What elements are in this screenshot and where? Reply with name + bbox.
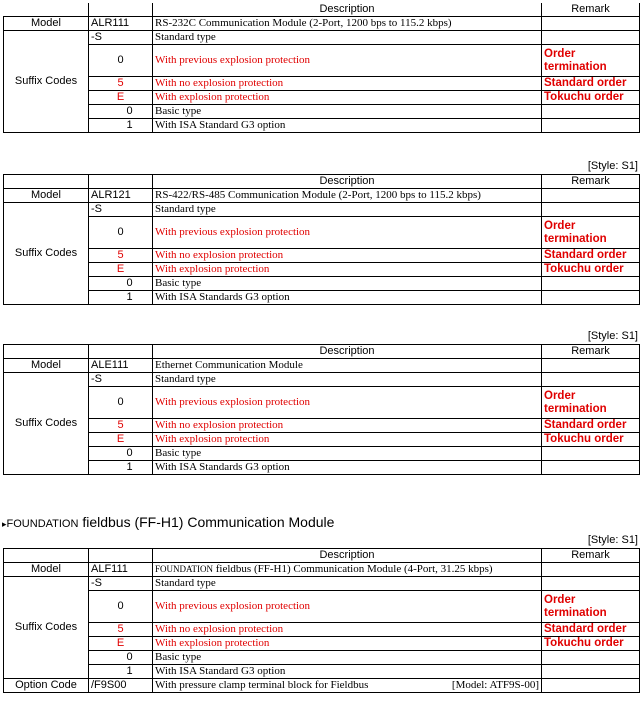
remark-standard-order: Standard order (542, 419, 640, 433)
model-description (153, 563, 542, 577)
suffix-description: With previous explosion protection (153, 217, 542, 249)
remark-order-termination: Order termination (542, 591, 640, 623)
remark-tokuchu-order: Tokuchu order (542, 433, 640, 447)
suffix-code: 0 (89, 591, 153, 623)
remark-standard-order: Standard order (542, 623, 640, 637)
model-label: Model (4, 189, 89, 203)
model-description: Ethernet Communication Module (153, 359, 542, 373)
option-description-text: With pressure clamp terminal block for Fieldbus (155, 679, 369, 691)
header-blank (89, 3, 153, 17)
suffix-codes-label: Suffix Codes (4, 31, 89, 133)
suffix-code: 5 (89, 249, 153, 263)
suffix-code: 0 (89, 651, 153, 665)
header-description: Description (153, 175, 542, 189)
bullet-arrow-icon: ▸ (2, 519, 7, 529)
remark-order-termination: Order termination (542, 45, 640, 77)
header-description: Description (153, 3, 542, 17)
remark-tokuchu-order: Tokuchu order (542, 637, 640, 651)
remark-cell (542, 577, 640, 591)
remark-cell (542, 373, 640, 387)
header-blank (89, 549, 153, 563)
option-description (153, 679, 542, 693)
foundation-smallcaps: FOUNDATION (6, 518, 79, 530)
header-blank (89, 175, 153, 189)
suffix-code: -S (89, 577, 153, 591)
remark-cell (542, 31, 640, 45)
model-code: ALF111 (89, 563, 153, 577)
suffix-codes-label: Suffix Codes (4, 373, 89, 475)
suffix-description: Standard type (153, 203, 542, 217)
model-code: ALE111 (89, 359, 153, 373)
suffix-description: With ISA Standard G3 option (153, 665, 542, 679)
model-code: ALR121 (89, 189, 153, 203)
suffix-description: Basic type (153, 277, 542, 291)
suffix-description: With no explosion protection (153, 249, 542, 263)
suffix-description: Standard type (153, 373, 542, 387)
suffix-code: E (89, 637, 153, 651)
remark-cell (542, 359, 640, 373)
suffix-code: 0 (89, 447, 153, 461)
suffix-code: 1 (89, 291, 153, 305)
model-code: ALR111 (89, 17, 153, 31)
remark-cell (542, 203, 640, 217)
style-tag: [Style: S1] (587, 534, 638, 546)
suffix-codes-label: Suffix Codes (4, 577, 89, 679)
remark-cell (542, 461, 640, 475)
header-blank (89, 345, 153, 359)
suffix-code: 1 (89, 461, 153, 475)
header-blank (4, 345, 89, 359)
remark-cell (542, 679, 640, 693)
model-description: RS-232C Communication Module (2-Port, 1200 bps to 115.2 kbps) (153, 17, 542, 31)
remark-tokuchu-order: Tokuchu order (542, 91, 640, 105)
suffix-code: 0 (89, 45, 153, 77)
model-label: Model (4, 17, 89, 31)
suffix-code: 1 (89, 119, 153, 133)
suffix-code: 5 (89, 77, 153, 91)
suffix-description: With explosion protection (153, 433, 542, 447)
header-remark: Remark (542, 549, 640, 563)
remark-cell (542, 563, 640, 577)
header-remark: Remark (542, 345, 640, 359)
suffix-description: With explosion protection (153, 263, 542, 277)
remark-cell (542, 119, 640, 133)
suffix-code: -S (89, 31, 153, 45)
remark-cell (542, 277, 640, 291)
suffix-description: Standard type (153, 577, 542, 591)
remark-cell (542, 447, 640, 461)
suffix-code: -S (89, 373, 153, 387)
suffix-code: E (89, 263, 153, 277)
suffix-description: With no explosion protection (153, 419, 542, 433)
style-tag: [Style: S1] (587, 160, 638, 172)
suffix-code: 1 (89, 665, 153, 679)
suffix-description: With explosion protection (153, 637, 542, 651)
suffix-code: -S (89, 203, 153, 217)
suffix-code: E (89, 433, 153, 447)
spec-table-alr111 (3, 3, 640, 133)
section-title-text: fieldbus (FF-H1) Communication Module (78, 514, 335, 530)
header-remark: Remark (542, 175, 640, 189)
suffix-code: 0 (89, 277, 153, 291)
header-remark: Remark (542, 3, 640, 17)
remark-cell (542, 105, 640, 119)
suffix-description: Basic type (153, 105, 542, 119)
model-description: RS-422/RS-485 Communication Module (2-Port, 1200 bps to 115.2 kbps) (153, 189, 542, 203)
remark-cell (542, 291, 640, 305)
header-description: Description (153, 345, 542, 359)
suffix-description: Basic type (153, 447, 542, 461)
spec-table-ale111 (3, 344, 640, 475)
model-label: Model (4, 359, 89, 373)
foundation-smallcaps: FOUNDATION (155, 564, 213, 574)
suffix-description: Basic type (153, 651, 542, 665)
suffix-description: With previous explosion protection (153, 591, 542, 623)
header-blank (4, 3, 89, 17)
option-code-label: Option Code (4, 679, 89, 693)
header-blank (4, 549, 89, 563)
option-model-note: [Model: ATF9S-00] (451, 679, 539, 691)
suffix-description: With ISA Standards G3 option (153, 461, 542, 475)
remark-order-termination: Order termination (542, 387, 640, 419)
suffix-description: Standard type (153, 31, 542, 45)
remark-cell (542, 665, 640, 679)
suffix-code: 0 (89, 387, 153, 419)
suffix-code: 5 (89, 419, 153, 433)
spec-table-alf111 (3, 548, 640, 693)
remark-cell (542, 17, 640, 31)
suffix-description: With ISA Standard G3 option (153, 119, 542, 133)
suffix-description: With ISA Standards G3 option (153, 291, 542, 305)
remark-order-termination: Order termination (542, 217, 640, 249)
suffix-description: With explosion protection (153, 91, 542, 105)
suffix-codes-label: Suffix Codes (4, 203, 89, 305)
suffix-code: 0 (89, 105, 153, 119)
model-description-text: fieldbus (FF-H1) Communication Module (4-Port, 31.25 kbps) (213, 563, 493, 575)
remark-standard-order: Standard order (542, 249, 640, 263)
model-label: Model (4, 563, 89, 577)
suffix-description: With previous explosion protection (153, 387, 542, 419)
suffix-code: E (89, 91, 153, 105)
remark-cell (542, 651, 640, 665)
option-code: /F9S00 (89, 679, 153, 693)
remark-standard-order: Standard order (542, 77, 640, 91)
remark-tokuchu-order: Tokuchu order (542, 263, 640, 277)
suffix-code: 0 (89, 217, 153, 249)
spec-table-alr121 (3, 174, 640, 305)
suffix-description: With no explosion protection (153, 77, 542, 91)
suffix-description: With no explosion protection (153, 623, 542, 637)
suffix-code: 5 (89, 623, 153, 637)
remark-cell (542, 189, 640, 203)
suffix-description: With previous explosion protection (153, 45, 542, 77)
section-title (2, 514, 334, 532)
style-tag: [Style: S1] (587, 330, 638, 342)
header-description: Description (153, 549, 542, 563)
header-blank (4, 175, 89, 189)
